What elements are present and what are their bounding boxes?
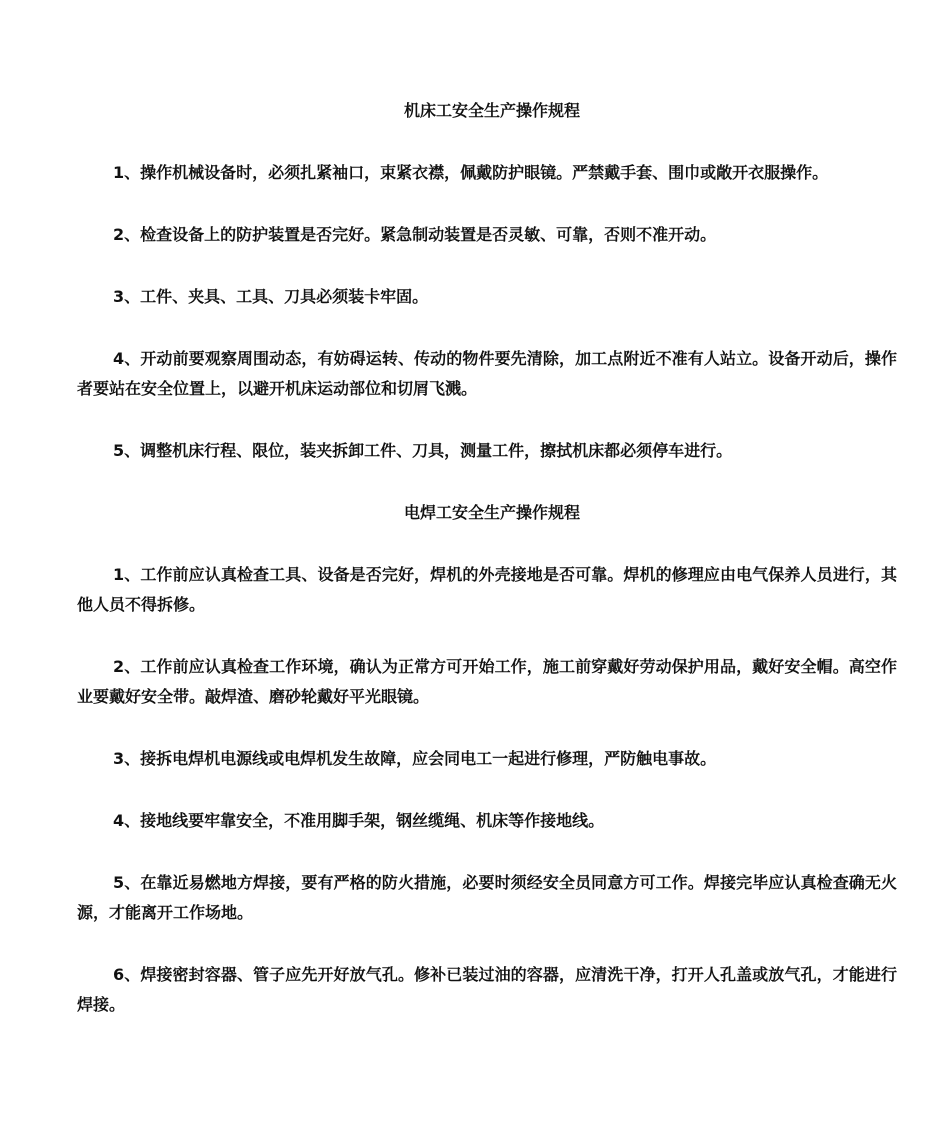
welder-rule-5: 5、在靠近易燃地方焊接，要有严格的防火措施，必要时须经安全员同意方可工作。焊接完毕应认真检查确无火源，才能离开工作场地。 [77, 873, 897, 922]
welder-rule-4: 4、接地线要牢靠安全，不准用脚手架，钢丝缆绳、机床等作接地线。 [113, 811, 605, 830]
welder-rule-1: 1、工作前应认真检查工具、设备是否完好，焊机的外壳接地是否可靠。焊机的修理应由电气保养人员进行，其他人员不得拆修。 [77, 565, 897, 614]
lathe-rule-2: 2、检查设备上的防护装置是否完好。紧急制动装置是否灵敏、可靠，否则不准开动。 [113, 225, 717, 244]
welder-rule-2: 2、工作前应认真检查工作环境，确认为正常方可开始工作，施工前穿戴好劳动保护用品，戴好安全帽。高空作业要戴好安全带。敲焊渣、磨砂轮戴好平光眼镜。 [77, 657, 897, 706]
section-title-lathe: 机床工安全生产操作规程 [403, 101, 580, 120]
section-title-welder: 电焊工安全生产操作规程 [403, 503, 580, 522]
welder-rule-3: 3、接拆电焊机电源线或电焊机发生故障，应会同电工一起进行修理，严防触电事故。 [113, 749, 717, 768]
lathe-rule-4: 4、开动前要观察周围动态，有妨碍运转、传动的物件要先清除，加工点附近不准有人站立。设备开动后，操作者要站在安全位置上，以避开机床运动部位和切屑飞溅。 [77, 349, 897, 398]
lathe-rule-5: 5、调整机床行程、限位，装夹拆卸工件、刀具，测量工件，擦拭机床都必须停车进行。 [113, 441, 733, 460]
welder-rule-6: 6、焊接密封容器、管子应先开好放气孔。修补已装过油的容器，应清洗干净，打开人孔盖或放气孔，才能进行焊接。 [77, 965, 897, 1014]
lathe-rule-3: 3、工件、夹具、工具、刀具必须装卡牢固。 [113, 287, 429, 306]
lathe-rule-1: 1、操作机械设备时，必须扎紧袖口，束紧衣襟，佩戴防护眼镜。严禁戴手套、围巾或敞开衣服操作。 [113, 163, 829, 182]
document-body [77, 96, 897, 1020]
